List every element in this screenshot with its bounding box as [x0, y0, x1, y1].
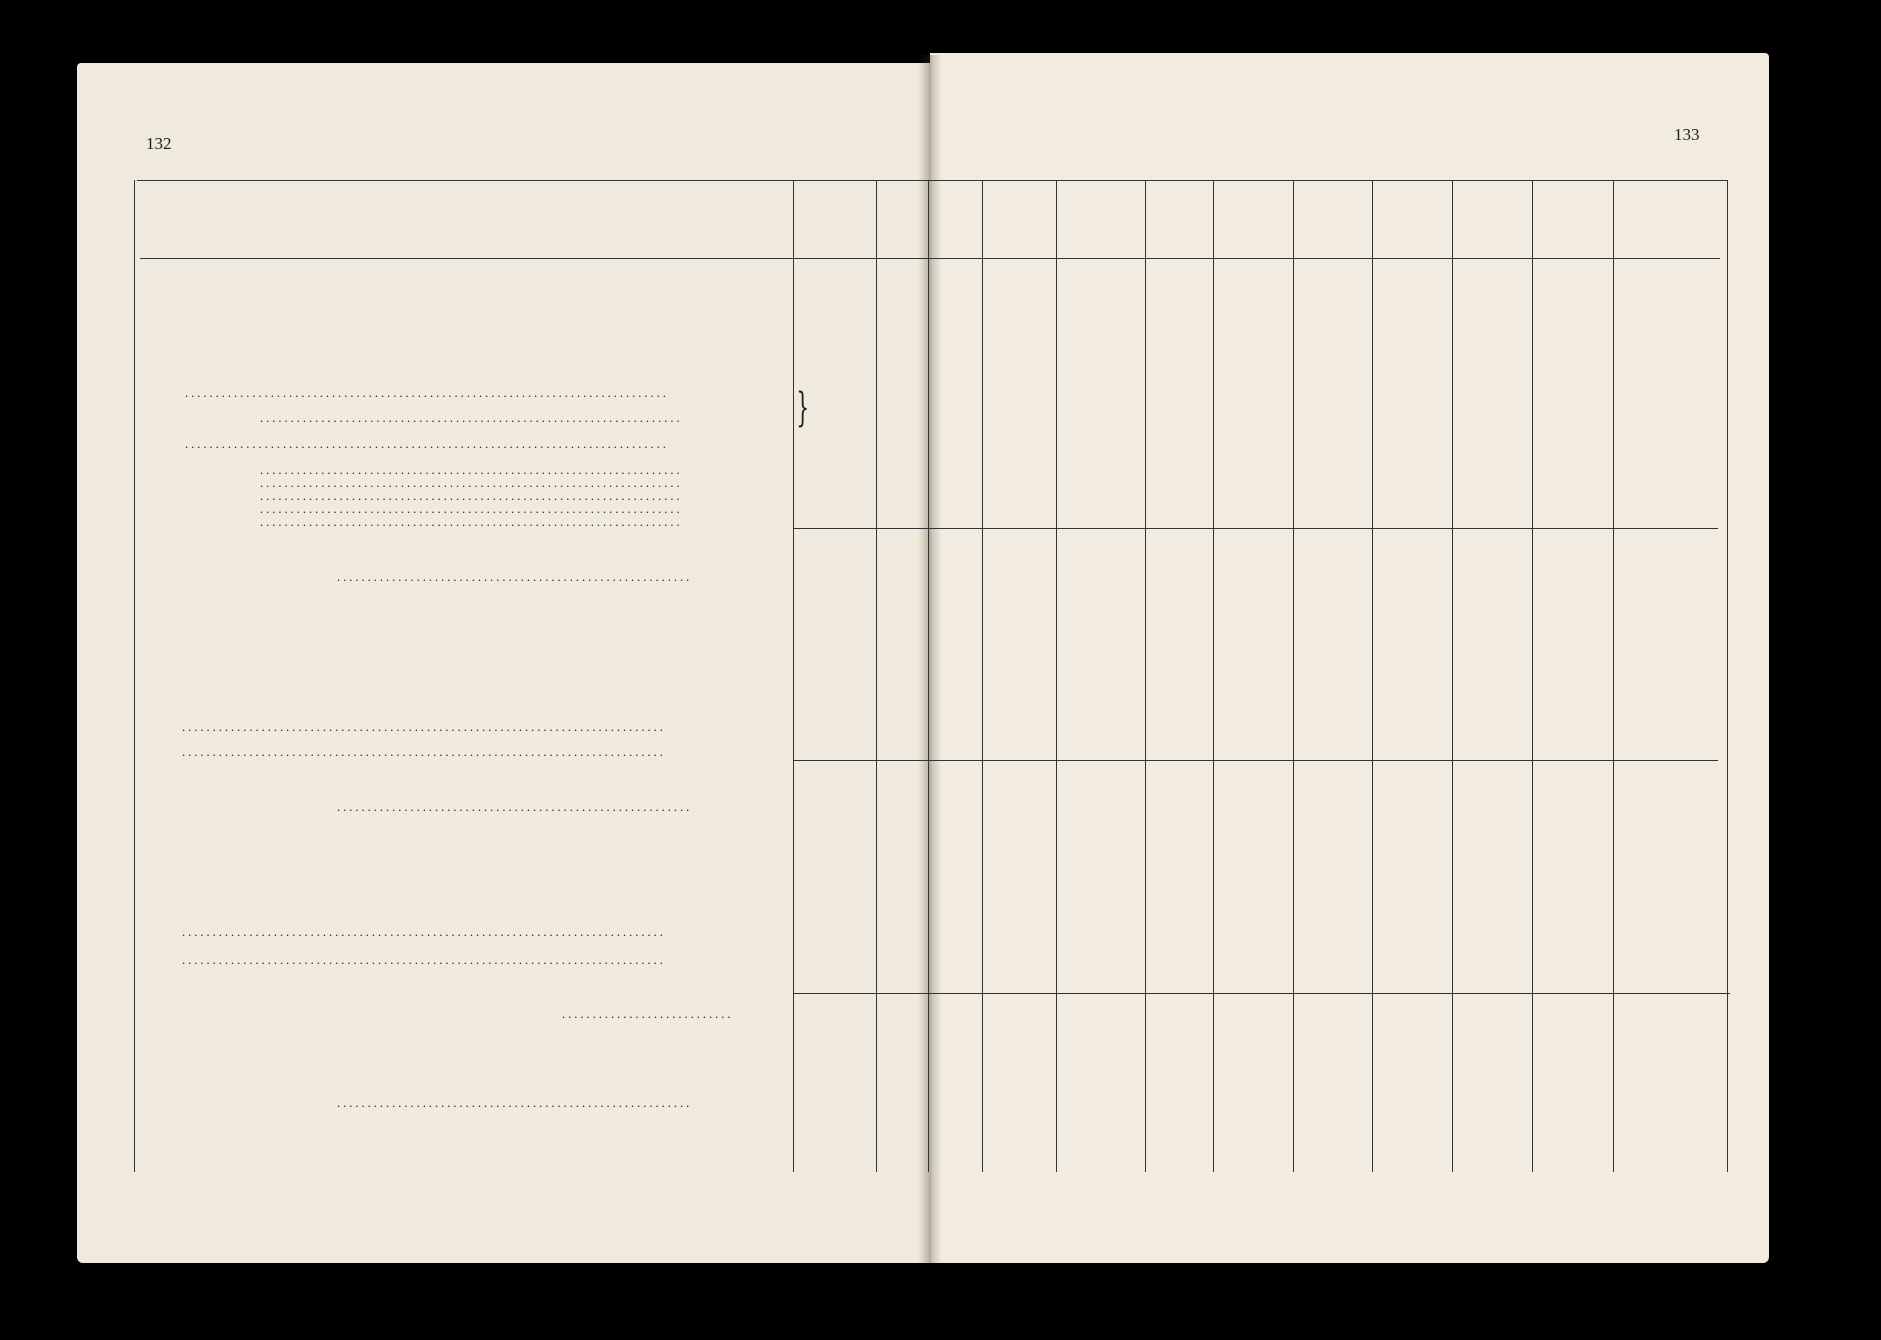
column-rule: [1372, 180, 1373, 1172]
leader-dots: ...............................................................................: [182, 925, 666, 939]
column-rule: [1145, 180, 1146, 1172]
row-label: [337, 1096, 692, 1111]
leader-dots: .....................................................................: [260, 476, 683, 490]
row-label: [260, 515, 683, 530]
header-bottom-rule: [140, 258, 1720, 259]
leader-dots: ..........................................................: [337, 800, 693, 814]
column-rule: [876, 180, 877, 1172]
row-label: [562, 1007, 734, 1022]
row-label: [337, 800, 692, 815]
header-top-rule: [137, 180, 1727, 181]
column-rule: [982, 180, 983, 1172]
row-label: [182, 953, 666, 968]
leader-dots: ..........................................................: [337, 570, 693, 584]
row-label: [182, 720, 666, 735]
row-label: [185, 437, 669, 452]
column-rule: [1213, 180, 1214, 1172]
leader-dots: ...............................................................................: [182, 720, 666, 734]
leader-dots: ............................: [562, 1007, 734, 1021]
column-rule: [1532, 180, 1533, 1172]
leader-dots: .....................................................................: [260, 489, 683, 503]
leader-dots: .....................................................................: [260, 515, 683, 529]
row-label: [185, 386, 669, 401]
row-label: [182, 745, 666, 760]
row-label: [182, 925, 666, 940]
column-rule: [1293, 180, 1294, 1172]
left-page: [77, 63, 930, 1263]
total-rule: [793, 993, 1730, 994]
column-rule: [1056, 180, 1057, 1172]
leader-dots: ...............................................................................: [185, 386, 669, 400]
leader-dots: ...............................................................................: [182, 745, 666, 759]
row-label: [337, 570, 692, 585]
page-number-left: 132: [146, 134, 172, 153]
row-label: [260, 411, 683, 426]
column-rule: [1727, 180, 1728, 1172]
column-rule: [928, 180, 929, 1172]
leader-dots: ..........................................................: [337, 1096, 693, 1110]
column-rule: [1613, 180, 1614, 1172]
column-rule: [1452, 180, 1453, 1172]
page-number-right: 133: [1674, 125, 1700, 144]
column-rule: [793, 180, 794, 1172]
leader-dots: ...............................................................................: [182, 953, 666, 967]
subtotal-rule-xii: [793, 760, 1718, 761]
leader-dots: .....................................................................: [260, 463, 683, 477]
brace: }: [796, 385, 810, 431]
table-left-rule: [134, 180, 135, 1172]
leader-dots: .....................................................................: [260, 411, 683, 425]
subtotal-rule-xi: [793, 528, 1718, 529]
leader-dots: ...............................................................................: [185, 437, 669, 451]
book-gutter: [918, 55, 942, 1263]
leader-dots: .....................................................................: [260, 502, 683, 516]
